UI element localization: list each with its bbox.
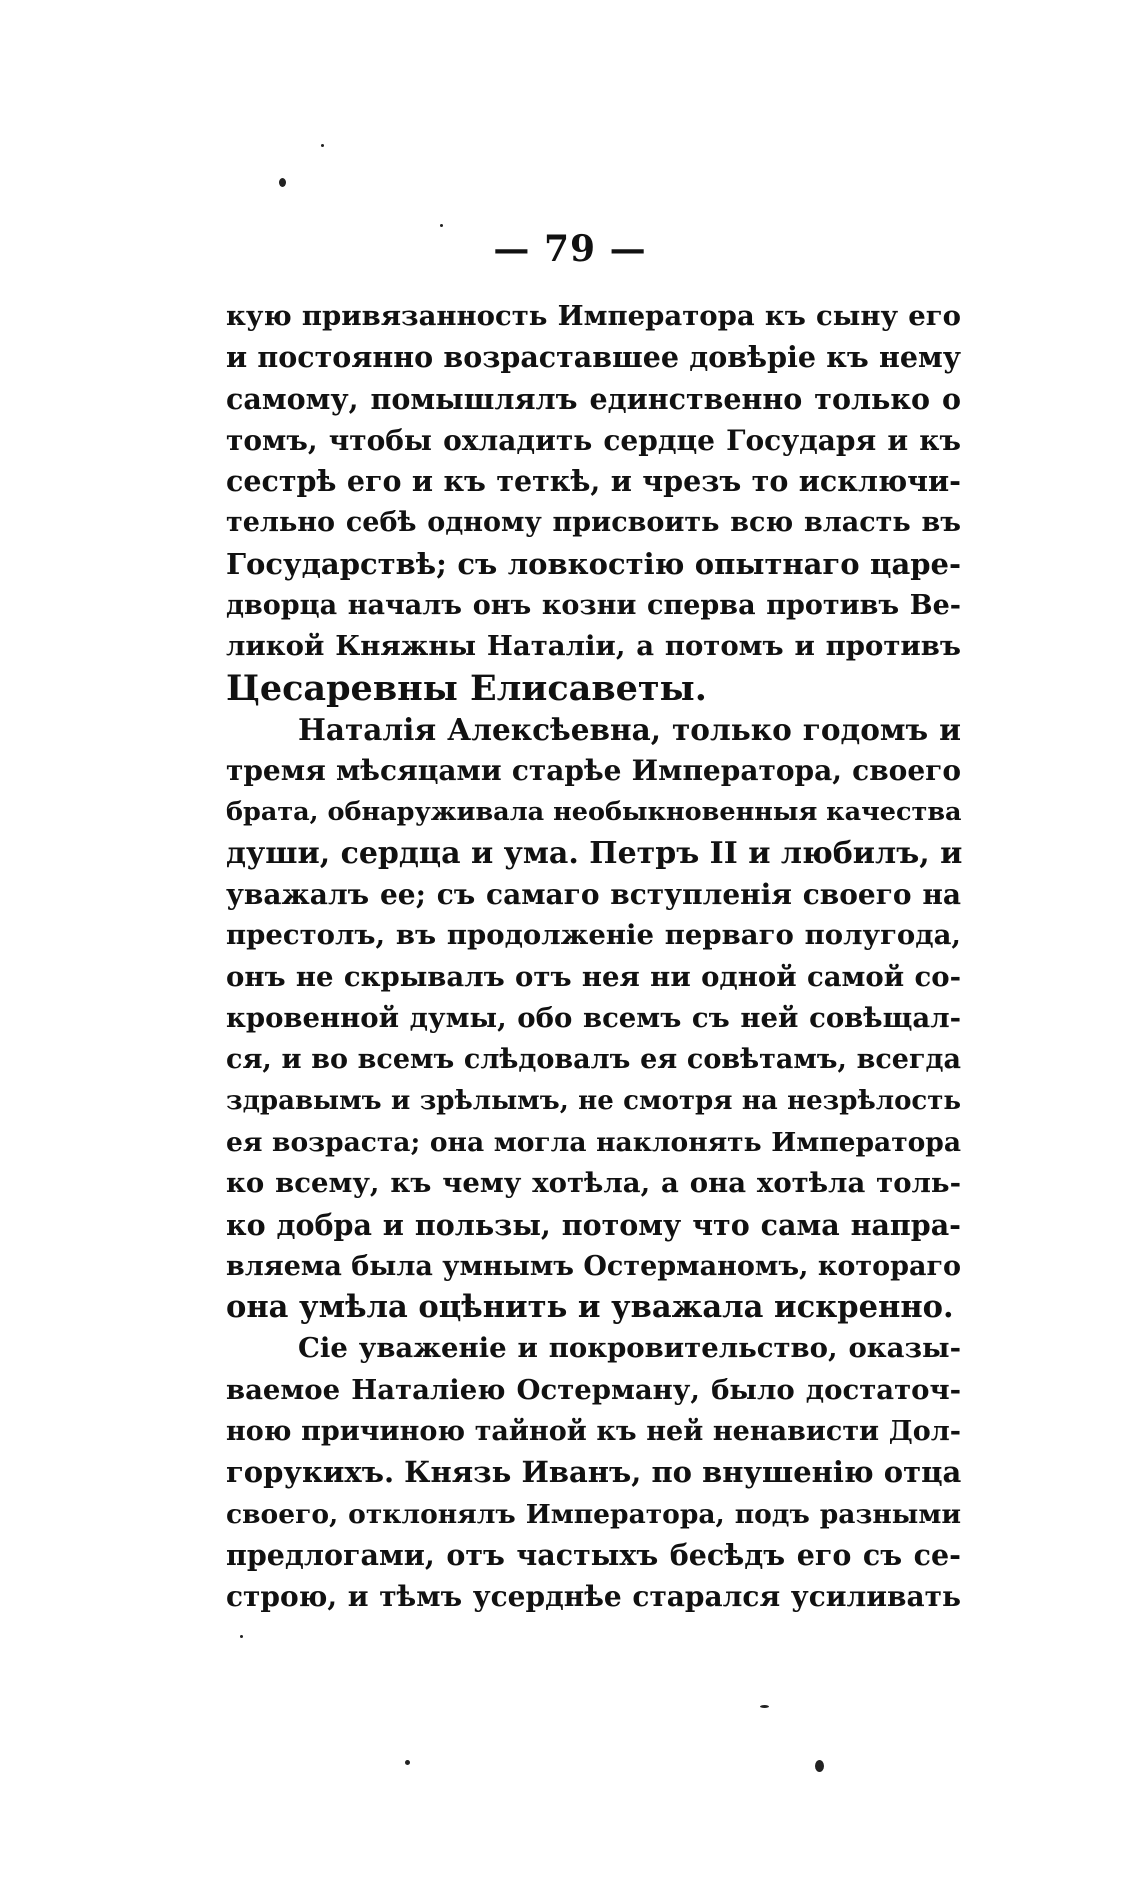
text-line: Цесаревны Елисаветы.: [226, 667, 707, 709]
text-line: брата, обнаруживала необыкновенныя качества: [226, 796, 962, 827]
text-line: предлогами, отъ частыхъ бесѣдъ его съ се-: [226, 1537, 961, 1572]
text-line: томъ, чтобы охладить сердце Государя и къ: [226, 423, 961, 457]
text-line: строю, и тѣмъ усерднѣе старался усиливать: [226, 1580, 961, 1614]
text-line: здравымъ и зрѣлымъ, не смотря на незрѣлость: [226, 1085, 961, 1116]
text-line: ся, и во всемъ слѣдовалъ ея совѣтамъ, всегда: [226, 1044, 961, 1076]
text-line: сестрѣ его и къ теткѣ, и чрезъ то исключи-: [226, 464, 961, 499]
text-line: ко добра и пользы, потому что сама напра-: [226, 1207, 961, 1242]
paragraph-start-line: Наталія Алексѣевна, только годомъ и: [298, 711, 961, 747]
text-line: онъ не скрывалъ отъ нея ни одной самой со-: [226, 960, 961, 993]
text-line: дворца началъ онъ козни сперва противъ Ве-: [226, 590, 961, 622]
page-number: — 79 —: [493, 228, 647, 270]
text-line: души, сердца и ума. Петръ II и любилъ, и: [226, 835, 963, 871]
scan-speck: [279, 178, 286, 187]
body-text: [226, 296, 961, 1618]
text-line: ея возраста; она могла наклонять Императора: [226, 1126, 961, 1158]
text-line: она умѣла оцѣнить и уважала искренно.: [226, 1289, 954, 1326]
text-line: ликой Княжны Наталіи, а потомъ и противъ: [226, 630, 961, 663]
scan-speck: [405, 1760, 410, 1765]
text-line: своего, отклонялъ Императора, подъ разными: [226, 1498, 961, 1530]
text-line: вляема была умнымъ Остерманомъ, котораго: [226, 1250, 962, 1282]
scan-speck: [240, 1635, 243, 1638]
text-line: самому, помышлялъ единственно только о: [226, 381, 961, 416]
text-line: ваемое Наталіею Остерману, было достаточ-: [226, 1373, 961, 1406]
text-line: уважалъ ее; съ самаго вступленія своего на: [226, 878, 961, 912]
scan-speck: [321, 144, 324, 147]
text-line: ко всему, къ чему хотѣла, а она хотѣла толь-: [226, 1167, 961, 1200]
text-line: кровенной думы, обо всемъ съ ней совѣщал-: [226, 1002, 961, 1035]
text-line: тремя мѣсяцами старѣе Императора, своего: [226, 754, 961, 788]
text-line: и постоянно возраставшее довѣріе къ нему: [226, 340, 961, 375]
text-line: ною причиною тайной къ ней ненависти Дол-: [226, 1416, 961, 1448]
scan-speck: [440, 224, 443, 227]
scan-speck: [815, 1760, 824, 1772]
paragraph-start-line: Сіе уваженіе и покровительство, оказы-: [298, 1332, 961, 1365]
text-line: престолъ, въ продолженіе перваго полугода,: [226, 919, 961, 952]
text-line: Государствѣ; съ ловкостію опытнаго царе-: [226, 546, 961, 581]
text-line: кую привязанность Императора къ сыну его: [226, 300, 961, 332]
text-line: горукихъ. Князь Иванъ, по внушенію отца: [226, 1455, 962, 1490]
scan-speck: [760, 1705, 769, 1708]
text-line: тельно себѣ одному присвоить всю власть въ: [226, 507, 961, 539]
